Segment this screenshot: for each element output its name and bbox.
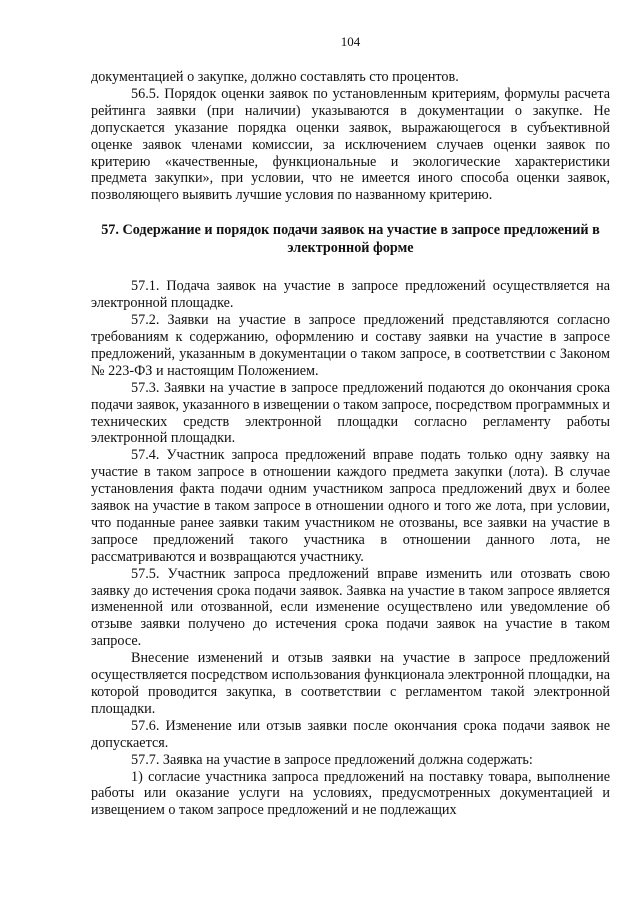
paragraph: 57.3. Заявки на участие в запросе предложений подаются до окончания срока подачи заявок, указанного в извещении о таком запросе, посредством программных и технических средств электронной площадки согласно регламенту работы электронной площадки. [91,379,610,447]
paragraph: документацией о закупке, должно составлять сто процентов. [91,69,459,85]
paragraphs-before [91,69,610,204]
paragraph: 1) согласие участника запроса предложений на поставку товара, выполнение работы или оказание услуги на условиях, предусмотренных документацией и извещением о таком запросе предложений и не подлежащих [91,768,610,819]
paragraphs-after [91,278,610,819]
paragraph: 57.5. Участник запроса предложений вправе изменить или отозвать свою заявку до истечения срока подачи заявок. Заявка на участие в таком запросе является измененной или отозванной, если изменение осуществлено или уведомление об отзыве заявки получено до истечения срока подачи заявок на участие в таком запросе. [91,565,610,650]
paragraph: 57.2. Заявки на участие в запросе предложений представляются согласно требованиям к содержанию, оформлению и составу заявки на участие в запросе предложений, указанным в документации о таком запросе, в соответствии с Законом № 223-ФЗ и настоящим Положением. [91,312,610,379]
page-number: 104 [340,34,361,49]
paragraph: 57.6. Изменение или отзыв заявки после окончания срока подачи заявок не допускается. [91,717,610,751]
paragraph: Внесение изменений и отзыв заявки на участие в запросе предложений осуществляется посредством использования функционала электронной площадки, на которой проводится закупка, в соответствии с регламентом такой электронной площадки. [91,650,610,717]
paragraph: 57.7. Заявка на участие в запросе предложений должна содержать: [131,751,533,768]
paragraph: 57.4. Участник запроса предложений вправе подать только одну заявку на участие в таком запросе в отношении каждого предмета закупки (лота). В случае установления факта подачи одним участником запроса предложений двух и более заявок на участие в таком запросе в отношении одного и того же лота, при условии, что поданные ранее заявки таким участником не отозваны, все заявки на участие в запросе предложений такого участника в отношении данного лота, не рассматриваются и возвращаются участнику. [91,447,610,565]
paragraph: 57.1. Подача заявок на участие в запросе предложений осуществляется на электронной площадке. [91,278,610,312]
section-heading: 57. Содержание и порядок подачи заявок на участие в запросе предложений в электронной форме [101,222,600,257]
paragraph: 56.5. Порядок оценки заявок по установленным критериям, формулы расчета рейтинга заявки (при наличии) указываются в документации о закупке. Не допускается указание порядка оценки заявок, выражающегося в субъективной оценке заявок членами комиссии, за исключением случаев оценки заявок по критерию «качественные, функциональные и экологические характеристики предмета закупки», при условии, что не имеется иного способа оценки заявок, позволяющего выявить лучшие условия по названному критерию. [91,85,610,204]
